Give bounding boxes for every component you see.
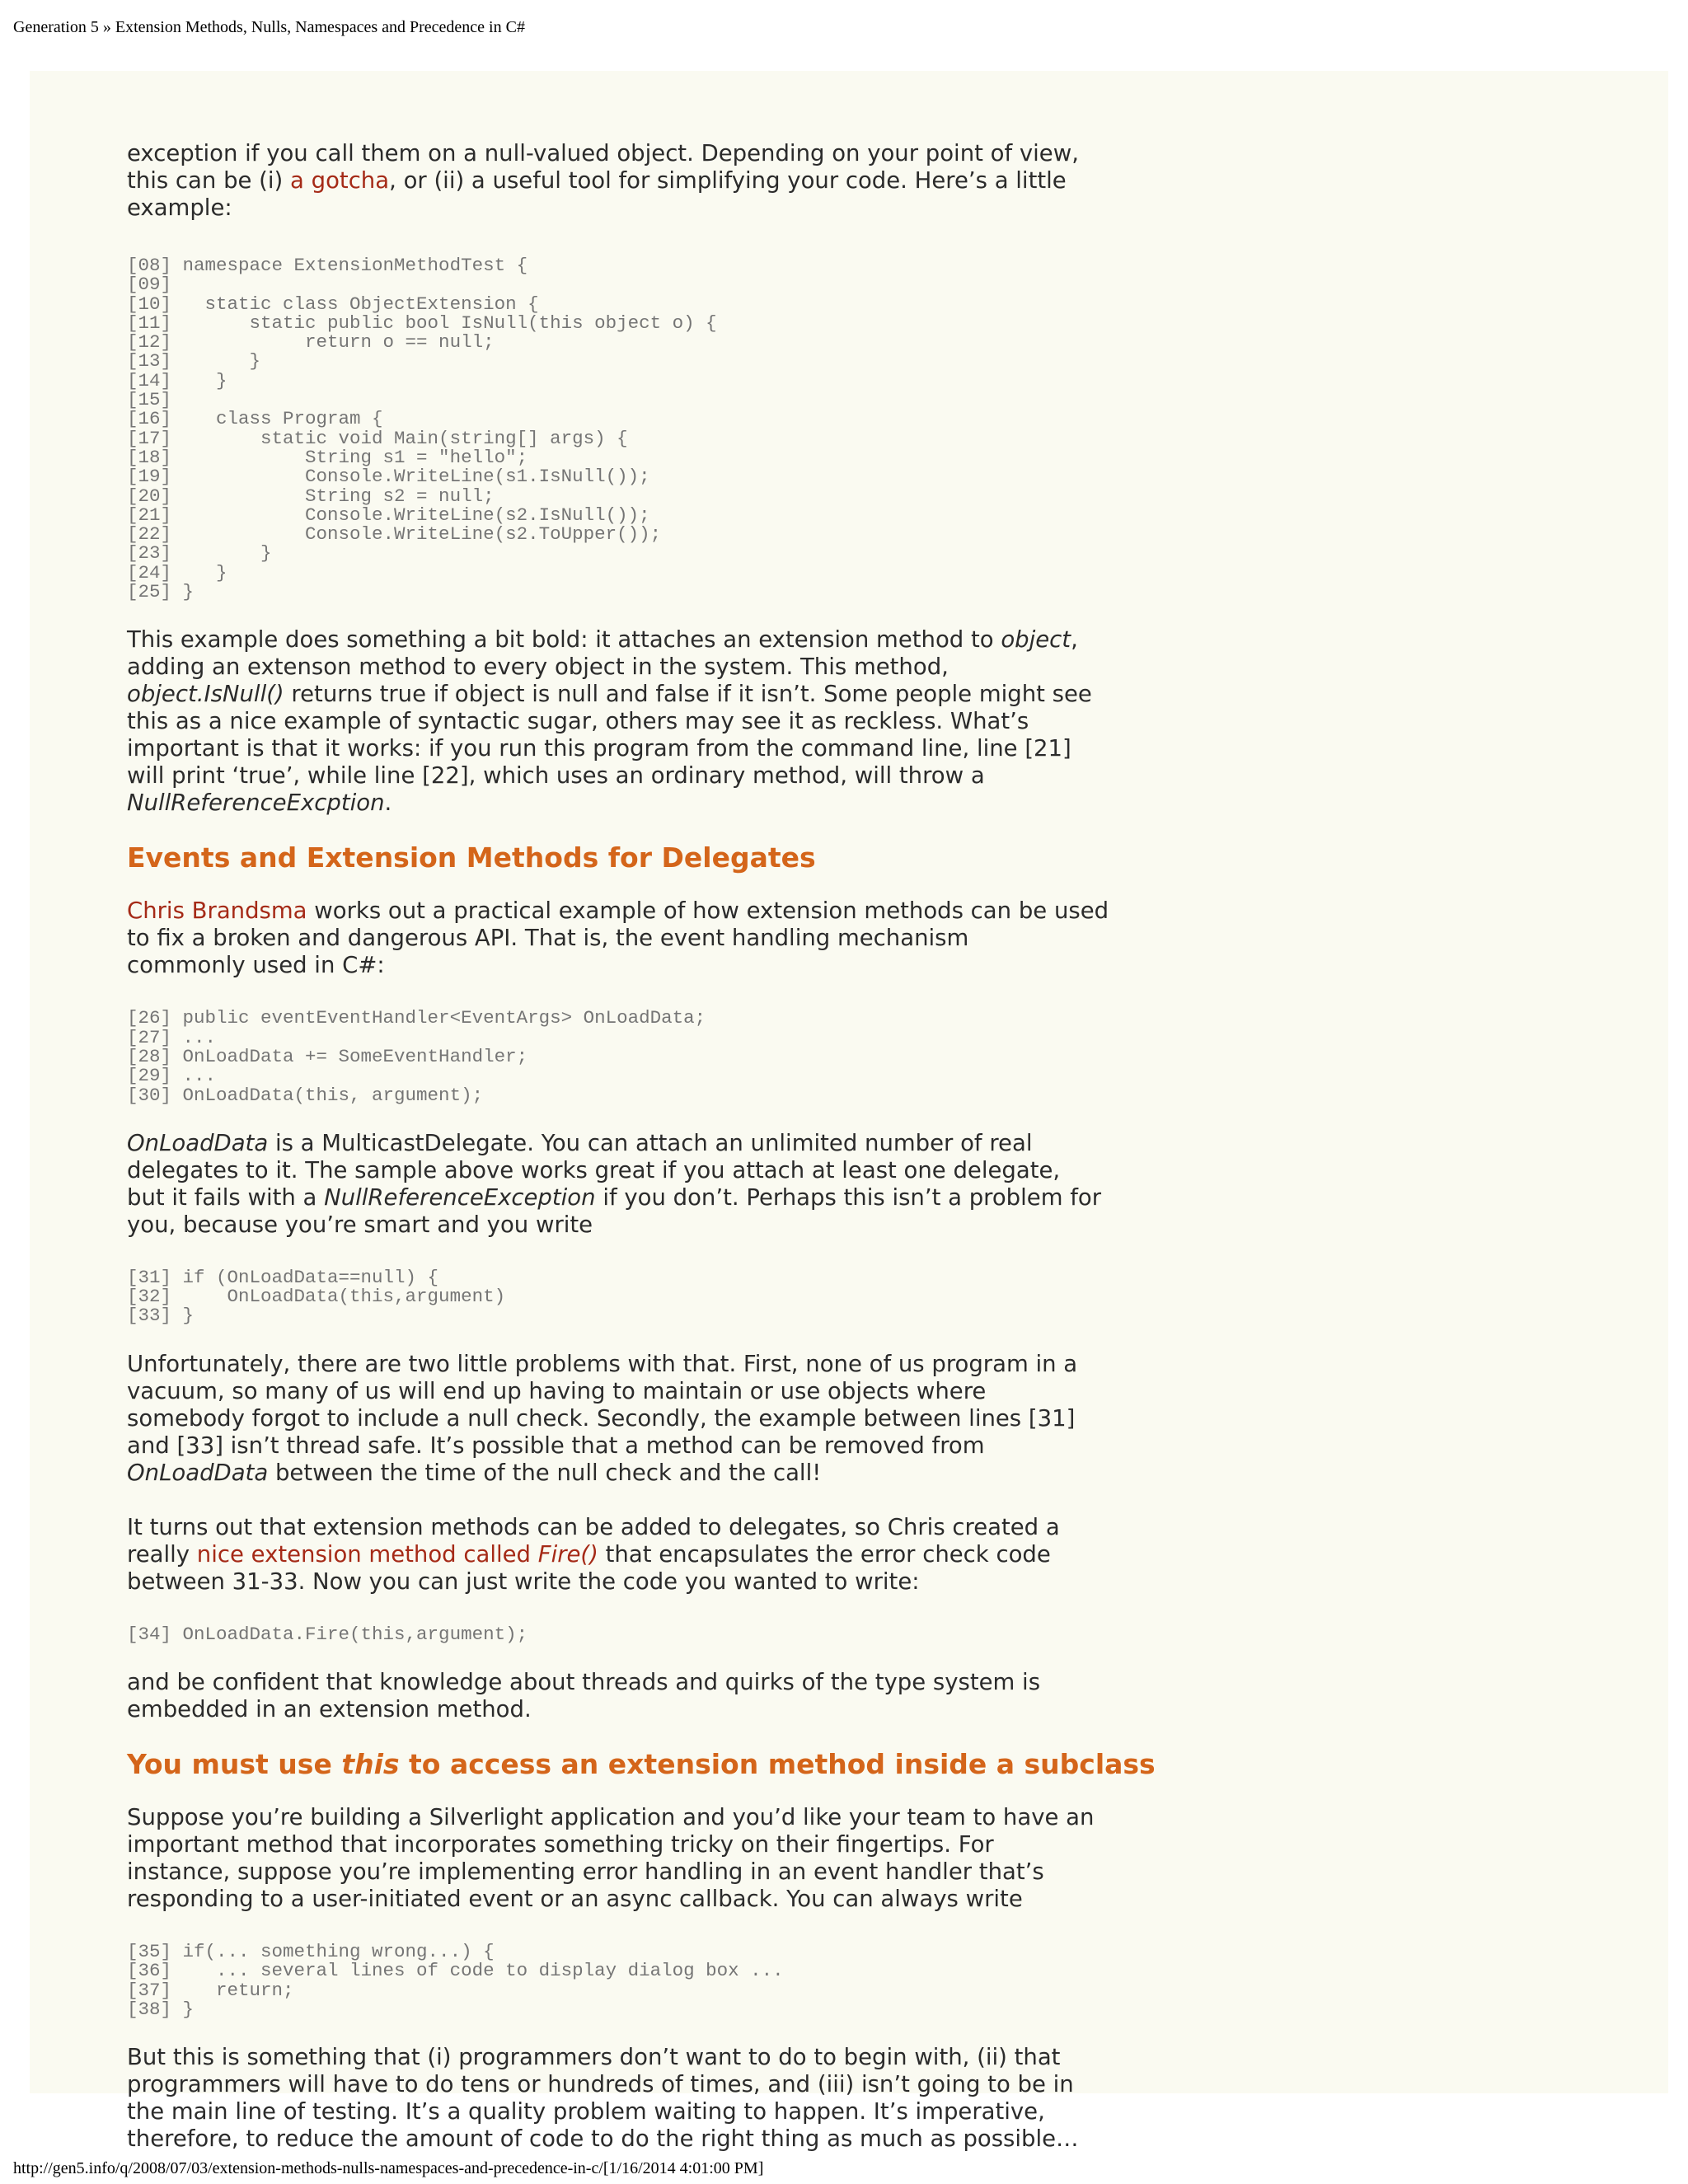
text-line: Unfortunately, there are two little problems with that. First, none of us program in a [127, 1350, 1078, 1377]
code-line: [08] namespace ExtensionMethodTest { [127, 255, 528, 276]
link-gotcha[interactable]: a gotcha [290, 167, 390, 194]
print-header: Generation 5 » Extension Methods, Nulls, Namespaces and Precedence in C# [13, 18, 525, 36]
paragraph-multicast-delegate [127, 1130, 1149, 1239]
text-line: between 31-33. Now you can just write the code you wanted to write: [127, 1568, 920, 1595]
code-block-dialog [127, 1943, 1149, 2019]
code-line: [23] } [127, 542, 272, 565]
text-line: But this is something that (i) programmers don’t want to do to begin with, (ii) that [127, 2044, 1061, 2071]
code-line: [28] OnLoadData += SomeEventHandler; [127, 1045, 528, 1067]
code-line: [37] return; [127, 1979, 294, 2001]
text-line: you, because you’re smart and you write [127, 1211, 593, 1238]
text-line: Chris Brandsma works out a practical example of how extension methods can be used [127, 898, 1109, 925]
code-line: [12] return o == null; [127, 331, 495, 354]
print-footer: http://gen5.info/q/2008/07/03/extension-methods-nulls-namespaces-and-precedence-in-c/[1/16/2014 4:01:00 PM] [13, 2159, 764, 2177]
text-line: really nice extension method called Fire() that encapsulates the error check code [127, 1540, 1051, 1568]
code-line: [17] static void Main(string[] args) { [127, 427, 628, 449]
code-block-isnull [127, 256, 1149, 602]
text-line: Suppose you’re building a Silverlight application and you’d like your team to have an [127, 1804, 1095, 1831]
code-line: [36] ... several lines of code to display dialog box ... [127, 1960, 784, 1982]
text-line: This example does something a bit bold: it attaches an extension method to object, [127, 626, 1078, 654]
paragraph-null-exception [127, 140, 1149, 222]
paragraph-silverlight [127, 1804, 1149, 1913]
text-line: NullReferenceExcption. [127, 790, 392, 817]
text-line: therefore, to reduce the amount of code to do the right thing as much as possible… [127, 2125, 1079, 2153]
paragraph-confident [127, 1669, 1149, 1723]
code-line: [11] static public bool IsNull(this object o) { [127, 312, 717, 334]
code-line: [20] String s2 = null; [127, 485, 495, 507]
text-line: delegates to it. The sample above works great if you attach at least one delegate, [127, 1156, 1061, 1183]
link-fire-extension-method[interactable]: nice extension method called Fire() [196, 1540, 598, 1568]
text-line: vacuum, so many of us will end up having to maintain or use objects where [127, 1377, 987, 1404]
text-line: responding to a user-initiated event or an async callback. You can always write [127, 1886, 1023, 1913]
code-line: [26] public eventEventHandler<EventArgs> OnLoadData; [127, 1007, 706, 1029]
text-line: this can be (i) a gotcha, or (ii) a useful tool for simplifying your code. Here’s a little [127, 167, 1067, 194]
paragraph-quality-problem [127, 2044, 1149, 2153]
paragraph-two-problems [127, 1351, 1149, 1487]
code-line: [16] class Program { [127, 408, 383, 430]
text-line: but it fails with a NullReferenceException if you don’t. Perhaps this isn’t a problem for [127, 1183, 1102, 1211]
text-line: will print ‘true’, while line [22], which uses an ordinary method, will throw a [127, 762, 985, 790]
text-line: programmers will have to do tens or hundreds of times, and (iii) isn’t going to be in [127, 2071, 1074, 2098]
paragraph-bold-example [127, 626, 1149, 817]
code-line: [09] [127, 274, 172, 296]
text-line: this as a nice example of syntactic sugar, others may see it as reckless. What’s [127, 708, 1029, 735]
code-line: [32] OnLoadData(this,argument) [127, 1286, 506, 1308]
code-line: [33] } [127, 1305, 195, 1327]
code-line: [25] } [127, 581, 195, 603]
text-line: to fix a broken and dangerous API. That is, the event handling mechanism [127, 925, 969, 952]
text-line: OnLoadData is a MulticastDelegate. You can attach an unlimited number of real [127, 1129, 1033, 1156]
code-line: [22] Console.WriteLine(s2.ToUpper()); [127, 523, 662, 546]
code-line: [31] if (OnLoadData==null) { [127, 1266, 439, 1288]
text-line: and [33] isn’t thread safe. It’s possible that a method can be removed from [127, 1432, 985, 1459]
text-line: important method that incorporates something tricky on their fingertips. For [127, 1831, 994, 1858]
text-line: the main line of testing. It’s a quality problem waiting to happen. It’s imperative, [127, 2098, 1045, 2125]
code-line: [27] ... [127, 1026, 217, 1048]
heading-events-delegates: Events and Extension Methods for Delegates [127, 841, 816, 874]
text-line: OnLoadData between the time of the null check and the call! [127, 1459, 822, 1486]
paragraph-brandsma [127, 898, 1149, 979]
code-line: [34] OnLoadData.Fire(this,argument); [127, 1623, 528, 1645]
code-line: [38] } [127, 1998, 195, 2020]
heading-must-use-this: You must use this to access an extension method inside a subclass [127, 1748, 1156, 1781]
text-line: important is that it works: if you run this program from the command line, line [21] [127, 735, 1071, 762]
code-line: [29] ... [127, 1065, 217, 1087]
text-line: commonly used in C#: [127, 952, 385, 979]
text-line: and be confident that knowledge about threads and quirks of the type system is [127, 1669, 1041, 1696]
text-line: somebody forgot to include a null check. Secondly, the example between lines [31] [127, 1404, 1076, 1432]
paragraph-fire-extension [127, 1514, 1149, 1596]
code-line: [15] [127, 389, 172, 411]
code-line: [10] static class ObjectExtension { [127, 293, 539, 315]
text-line: object.IsNull() returns true if object is null and false if it isn’t. Some people might see [127, 681, 1092, 708]
content-panel [30, 71, 1668, 2153]
text-line: instance, suppose you’re implementing error handling in an event handler that’s [127, 1858, 1044, 1886]
code-line: [24] } [127, 561, 227, 583]
code-block-null-check [127, 1268, 1149, 1326]
code-line: [18] String s1 = "hello"; [127, 446, 528, 468]
text-line: exception if you call them on a null-valued object. Depending on your point of view, [127, 140, 1079, 166]
code-block-event-handler [127, 1009, 1149, 1104]
code-line: [14] } [127, 369, 227, 391]
code-line: [21] Console.WriteLine(s2.IsNull()); [127, 504, 650, 526]
text-line: embedded in an extension method. [127, 1696, 532, 1723]
article-body [127, 140, 1156, 2153]
code-block-fire [127, 1625, 1149, 1644]
text-line: example: [127, 194, 232, 221]
code-line: [19] Console.WriteLine(s1.IsNull()); [127, 466, 650, 488]
code-line: [35] if(... something wrong...) { [127, 1941, 495, 1963]
link-chris-brandsma[interactable]: Chris Brandsma [127, 898, 307, 925]
code-line: [30] OnLoadData(this, argument); [127, 1084, 484, 1106]
text-line: adding an extenson method to every object in the system. This method, [127, 654, 949, 681]
text-line: It turns out that extension methods can be added to delegates, so Chris created a [127, 1513, 1060, 1540]
code-line: [13] } [127, 350, 261, 373]
